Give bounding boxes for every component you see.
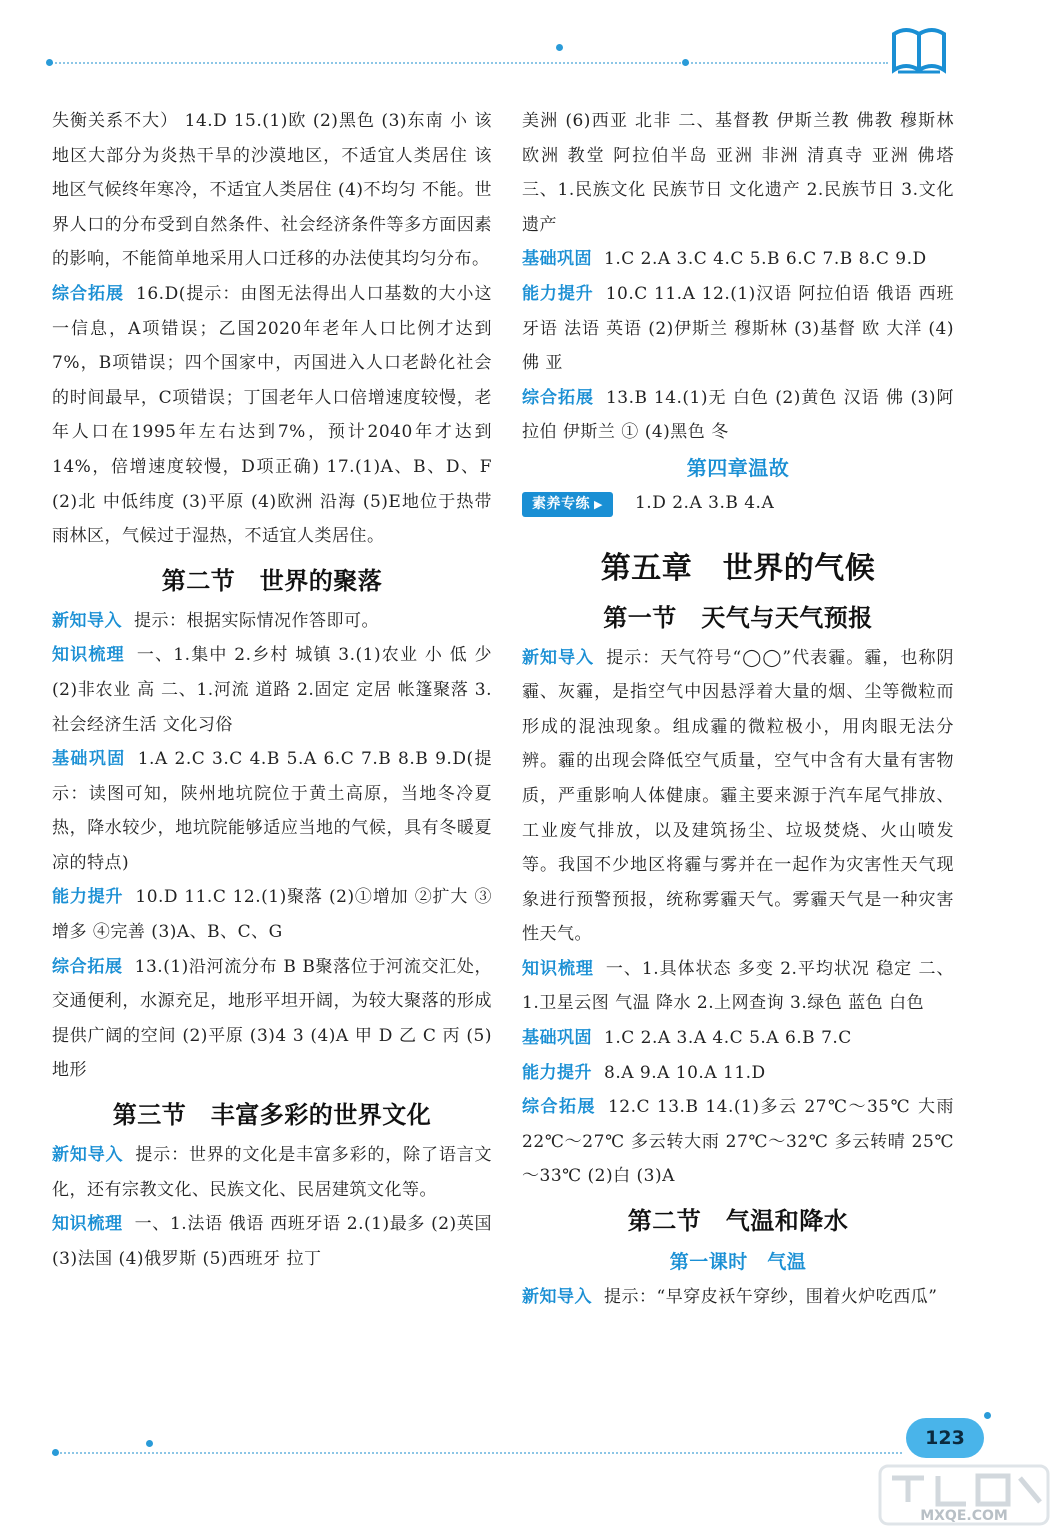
answer-block-zhishi [522,952,954,1021]
answer-block-zhishi [52,1207,492,1276]
answer-block-nengli [52,880,492,949]
answer-block-jichu [522,1021,954,1056]
header-dot [556,44,563,51]
section-label: 综合拓展 [522,1097,596,1118]
answer-paragraph: 失衡关系不大） 14.D 15.(1)欧 (2)黑色 (3)东南 小 该地区大部分为炎热干旱的沙漠地区，不适宜人类居住 该地区气候终年寒冷，不适宜人类居住 (4)不均匀 不能。世界人口的分布受到自然条件、社会经济条件等多方面因素的影响，不能简单地采用人口迁移的办法使其均匀分布。 [52,111,492,270]
answer-block-zonghe [52,950,492,1088]
badge-label: 素养专练 [532,495,590,512]
answer-text: 10.C 11.A 12.(1)汉语 阿拉伯语 俄语 西班牙语 法语 英语 (2)伊斯兰 穆斯林 (3)基督 欧 大洋 (4)佛 亚 [522,283,954,374]
section-label: 新知导入 [522,1287,592,1308]
section-label: 能力提升 [52,887,124,908]
section-label: 知识梳理 [52,1214,123,1235]
practice-badge [522,492,613,517]
answer-block-jichu [522,242,954,277]
answer-text: 1.C 2.A 3.C 4.C 5.B 6.C 7.B 8.C 9.D [604,249,927,270]
section-label: 综合拓展 [52,283,125,304]
answer-block-nengli [522,1056,954,1091]
answer-text: 16.D(提示：由图无法得出人口基数的大小这一信息，A项错误；乙国2020年老年人口比例才达到7%，B项错误；四个国家中，丙国进入人口老龄化社会的时间最早，C项错误；丁国老年人口倍增速度较慢，老年人口在1995年左右达到7%，预计2040年才达到14%，倍增速度较慢，D项正确) 17.(1)A、B、D、F (2)北 中低纬度 (3)平原 (4)欧洲 沿海 (5)E地位于热带雨林区，气候过于湿热，不适宜人类居住。 [52,283,492,547]
answer-text: 12.C 13.B 14.(1)多云 27℃～35℃ 大雨 22℃～27℃ 多云转大雨 27℃～32℃ 多云转晴 25℃～33℃ (2)白 (3)A [522,1097,955,1187]
section-title: 第一节 天气与天气预报 [603,603,873,632]
section-label: 新知导入 [52,1145,124,1166]
answer-block-xinzhi [522,1280,954,1315]
watermark-text: MXQE.COM [920,1508,1008,1524]
answer-text: 1.D 2.A 3.B 4.A [634,492,775,513]
footer-dot [146,1440,153,1447]
section-label: 知识梳理 [522,958,594,979]
answer-block-zonghe [522,1090,954,1194]
section-label: 知识梳理 [52,645,125,666]
answer-block-zonghe [522,381,954,450]
answer-text: 8.A 9.A 10.A 11.D [604,1062,766,1083]
answer-block-zhishi [52,638,492,742]
section-label: 能力提升 [522,1062,592,1083]
section-label: 新知导入 [52,610,122,631]
header-dot [682,59,689,66]
header-dotted-line [48,62,888,64]
header-dot [46,59,53,66]
answer-block-xinzhi [522,641,954,952]
answer-block-suyang [522,486,954,521]
section-title: 第三节 丰富多彩的世界文化 [112,1101,432,1130]
section-label: 能力提升 [522,283,594,304]
answer-block-xinzhi [52,604,492,639]
answer-block-xinzhi [52,1138,492,1207]
answer-text: 1.A 2.C 3.C 4.B 5.A 6.C 7.B 8.B 9.D(提示：读图可知，陕州地坑院位于黄土高原，当地冬冷夏热，降水较少，地坑院能够适应当地的气候，具有冬暖夏凉的特点) [52,749,492,873]
answer-block-zonghe [52,277,492,554]
play-arrow-icon: ▶ [594,497,603,511]
right-column [522,104,954,1315]
answer-block-nengli [522,277,954,381]
section-label: 基础巩固 [522,249,592,270]
answer-text: 一、1.具体状态 多变 2.平均状况 稳定 二、1.卫星云图 气温 降水 2.上网查询 3.绿色 蓝色 白色 [522,958,955,1014]
book-icon [888,24,950,76]
footer-dot [984,1412,991,1419]
watermark-logo [878,1462,1050,1528]
review-title: 第四章温故 [686,455,790,480]
answer-text: 提示：“早穿皮袄午穿纱，围着火炉吃西瓜” [604,1287,938,1308]
answer-text: 一、1.法语 俄语 西班牙语 2.(1)最多 (2)英国 (3)法国 (4)俄罗斯 (5)西班牙 拉丁 [52,1214,493,1269]
left-column [52,104,492,1276]
section-title: 第二节 世界的聚落 [161,566,383,595]
footer-dotted-line [52,1452,902,1454]
section-label: 新知导入 [522,647,595,668]
answer-text: 一、1.集中 2.乡村 城镇 3.(1)农业 小 低 少 (2)非农业 高 二、1.河流 道路 2.固定 定居 帐篷聚落 3.社会经济生活 文化习俗 [52,645,492,735]
section-title: 第二节 气温和降水 [627,1207,849,1236]
answer-text: 10.D 11.C 12.(1)聚落 (2)①增加 ②扩大 ③增多 ④完善 (3)A、B、C、G [52,887,492,943]
section-label: 综合拓展 [522,387,594,408]
footer-dot [52,1449,59,1456]
answer-text: 13.(1)沿河流分布 B B聚落位于河流交汇处，交通便利，水源充足，地形平坦开阔，为较大聚落的形成提供广阔的空间 (2)平原 (3)4 3 (4)A 甲 D 乙 C 丙 (5)地形 [52,956,492,1081]
answer-paragraph: 美洲 (6)西亚 北非 二、基督教 伊斯兰教 佛教 穆斯林 欧洲 教堂 阿拉伯半岛 亚洲 非洲 清真寺 亚洲 佛塔 三、1.民族文化 民族节日 文化遗产 2.民族节日 3.文化遗产 [522,111,954,235]
section-label: 基础巩固 [52,749,126,770]
section-label: 综合拓展 [52,956,123,977]
chapter-title: 第五章 世界的气候 [600,550,876,586]
answer-text: 提示：世界的文化是丰富多彩的，除了语言文化，还有宗教文化、民族文化、民居建筑文化等。 [52,1145,493,1200]
answer-text: 1.C 2.A 3.A 4.C 5.A 6.B 7.C [604,1028,852,1049]
answer-text: 提示：天气符号“◯◯”代表霾。霾，也称阴霾、灰霾，是指空气中因悬浮着大量的烟、尘等微粒而形成的混浊现象。组成霾的微粒极小，用肉眼无法分辨。霾的出现会降低空气质量，空气中含有大量有害物质，严重影响人体健康。霾主要来源于汽车尾气排放、工业废气排放，以及建筑扬尘、垃圾焚烧、火山喷发等。我国不少地区将霾与雾并在一起作为灾害性天气现象进行预警预报，统称雾霾天气。雾霾天气是一种灾害性天气。 [522,647,954,945]
section-label: 基础巩固 [522,1028,592,1049]
lesson-title: 第一课时 气温 [669,1251,807,1274]
answer-text: 提示：根据实际情况作答即可。 [134,610,379,631]
answer-text: 13.B 14.(1)无 白色 (2)黄色 汉语 佛 (3)阿拉伯 伊斯兰 ① (4)黑色 冬 [522,387,955,443]
page-number: 123 [906,1418,984,1458]
answer-block-jichu [52,742,492,880]
